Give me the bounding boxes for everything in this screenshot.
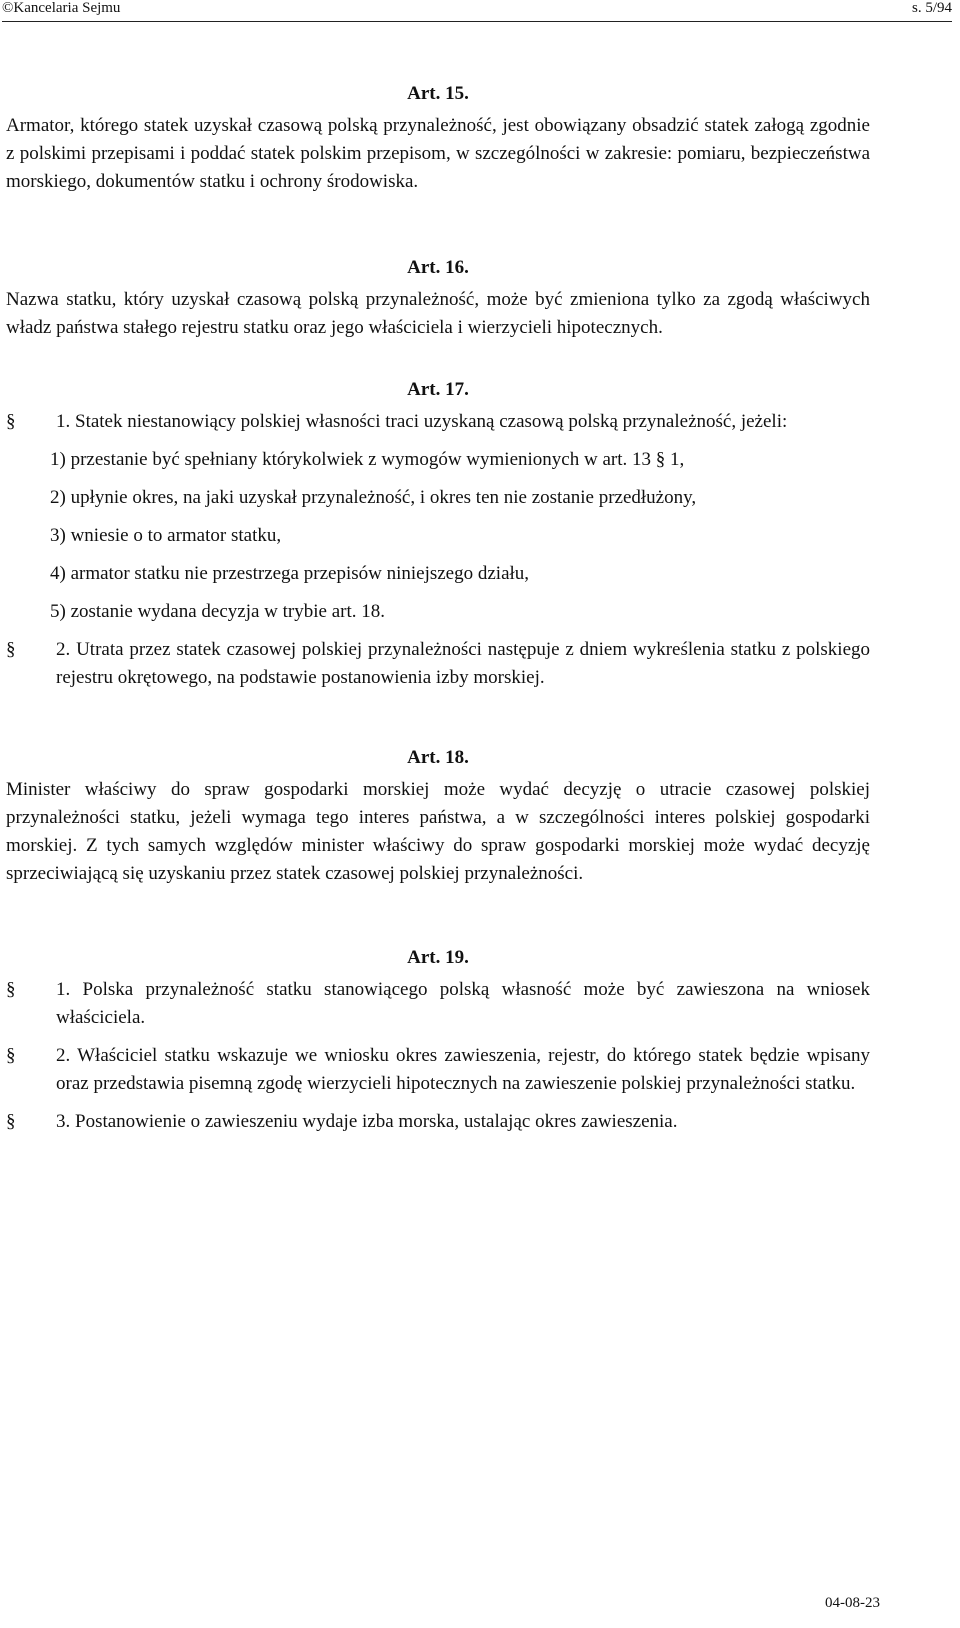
article-19-paragraph-2 bbox=[6, 1042, 870, 1098]
article-17-title: Art. 17. bbox=[407, 379, 469, 400]
article-16-text: Nazwa statku, który uzyskał czasową polską przynależność, może być zmieniona tylko za zgodą właściwych władz państwa stałego rejestru statku oraz jego właściciela i wierzycieli hipotecznych. bbox=[6, 289, 870, 338]
footer-date: 04-08-23 bbox=[825, 1595, 880, 1611]
article-17-item: 1) przestanie być spełniany którykolwiek z wymogów wymienionych w art. 13 § 1, bbox=[50, 449, 685, 470]
article-17-paragraph-1 bbox=[6, 408, 870, 436]
article-17-item: 3) wniesie o to armator statku, bbox=[50, 525, 282, 546]
article-17-item: 5) zostanie wydana decyzja w trybie art. 18. bbox=[50, 601, 386, 622]
article-19-p3-text: 3. Postanowienie o zawieszeniu wydaje izba morska, ustalając okres zawieszenia. bbox=[56, 1111, 678, 1132]
article-17-paragraph-2 bbox=[6, 636, 870, 692]
header-page-number: s. 5/94 bbox=[911, 0, 952, 16]
article-15-title: Art. 15. bbox=[407, 83, 469, 104]
section-symbol: § bbox=[6, 1111, 16, 1132]
section-symbol: § bbox=[6, 1045, 16, 1066]
section-symbol: § bbox=[6, 979, 16, 1000]
document-body bbox=[6, 0, 870, 1136]
article-17-item: 4) armator statku nie przestrzega przepisów niniejszego działu, bbox=[50, 563, 530, 584]
article-19-paragraph-3 bbox=[6, 1108, 870, 1136]
article-18-title: Art. 18. bbox=[407, 747, 469, 768]
article-16-title: Art. 16. bbox=[407, 257, 469, 278]
article-19-p1-text: 1. Polska przynależność statku stanowiącego polską własność może być zawieszona na wniosek właściciela. bbox=[56, 979, 870, 1028]
article-17-p2-text: 2. Utrata przez statek czasowej polskiej przynależności następuje z dniem wykreślenia statku z polskiego rejestru okrętowego, na podstawie postanowienia izby morskiej. bbox=[56, 639, 870, 688]
article-17-p1-text: 1. Statek niestanowiący polskiej własności traci uzyskaną czasową polską przynależność, jeżeli: bbox=[56, 411, 788, 432]
article-17-item: 2) upłynie okres, na jaki uzyskał przynależność, i okres ten nie zostanie przedłużony, bbox=[50, 487, 697, 508]
article-15-text: Armator, którego statek uzyskał czasową polską przynależność, jest obowiązany obsadzić statek załogą zgodnie z polskimi przepisami i poddać statek polskim przepisom, w szczególności w zakresie: pomiaru, bezpieczeństwa morskiego, dokumentów statku i ochrony środowiska. bbox=[6, 115, 870, 192]
header-source: ©Kancelaria Sejmu bbox=[2, 0, 121, 16]
article-18-text: Minister właściwy do spraw gospodarki morskiej może wydać decyzję o utracie czasowej polskiej przynależności statku, jeżeli wymaga tego interes państwa, a w szczególności interes polskiej gospodarki morskiej. Z tych samych względów minister właściwy do spraw gospodarki morskiej może wydać decyzję sprzeciwiającą się uzyskaniu przez statek czasowej polskiej przynależności. bbox=[6, 779, 870, 884]
article-19-p2-text: 2. Właściciel statku wskazuje we wniosku okres zawieszenia, rejestr, do którego statek będzie wpisany oraz przedstawia pisemną zgodę wierzycieli hipotecznych na zawieszenie polskiej przynależności statku. bbox=[56, 1045, 870, 1094]
section-symbol: § bbox=[6, 639, 16, 660]
article-19-title: Art. 19. bbox=[407, 947, 469, 968]
section-symbol: § bbox=[6, 411, 16, 432]
article-19-paragraph-1 bbox=[6, 976, 870, 1032]
